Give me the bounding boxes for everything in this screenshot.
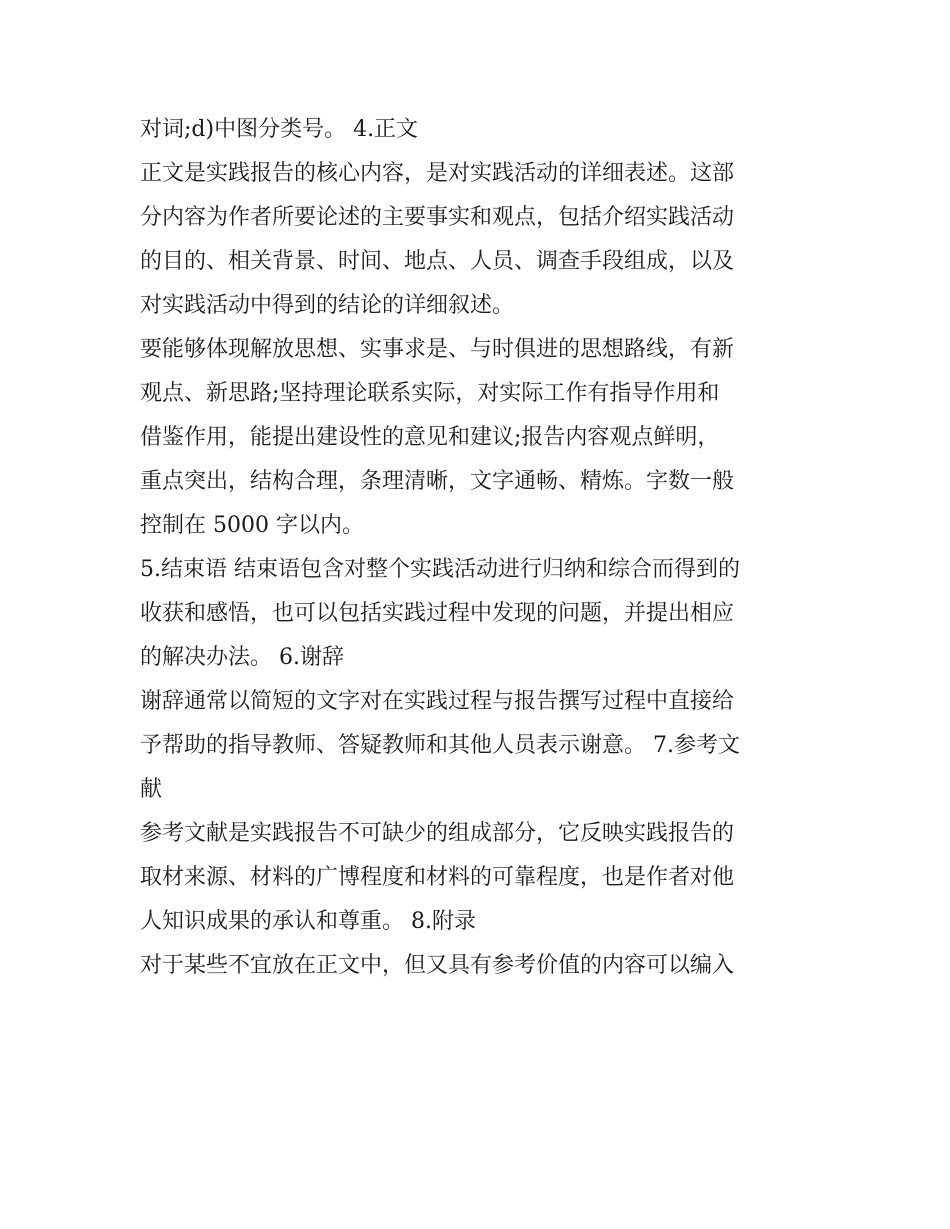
text-line: 人知识成果的承认和尊重。 8.附录 — [140, 909, 476, 934]
text-line: 献 — [140, 777, 163, 802]
text-line: 参考文献是实践报告不可缺少的组成部分，它反映实践报告的 — [140, 821, 735, 846]
document-body — [140, 108, 820, 988]
text-line: 重点突出，结构合理，条理清晰，文字通畅、精炼。字数一般 — [140, 469, 735, 494]
text-line: 的解决办法。 6.谢辞 — [140, 645, 344, 670]
text-line: 取材来源、材料的广博程度和材料的可靠程度，也是作者对他 — [140, 865, 735, 890]
text-line: 对实践活动中得到的结论的详细叙述。 — [140, 293, 515, 318]
text-line: 分内容为作者所要论述的主要事实和观点，包括介绍实践活动 — [140, 205, 735, 230]
text-line: 观点、新思路;坚持理论联系实际，对实际工作有指导作用和 — [140, 381, 720, 406]
text-line: 对词;d)中图分类号。 4.正文 — [140, 117, 419, 142]
text-line: 控制在 5000 字以内。 — [140, 513, 364, 538]
text-line: 5.结束语 结束语包含对整个实践活动进行归纳和综合而得到的 — [140, 557, 740, 582]
text-line: 借鉴作用，能提出建设性的意见和建议;报告内容观点鲜明， — [140, 425, 720, 450]
text-line: 收获和感悟，也可以包括实践过程中发现的问题，并提出相应 — [140, 601, 735, 626]
text-line: 的目的、相关背景、时间、地点、人员、调查手段组成，以及 — [140, 249, 735, 274]
text-line: 正文是实践报告的核心内容，是对实践活动的详细表述。这部 — [140, 161, 735, 186]
text-line: 要能够体现解放思想、实事求是、与时俱进的思想路线，有新 — [140, 337, 735, 362]
text-line: 予帮助的指导教师、答疑教师和其他人员表示谢意。 7.参考文 — [140, 733, 740, 758]
text-line: 对于某些不宜放在正文中，但又具有参考价值的内容可以编入 — [140, 953, 735, 978]
text-line: 谢辞通常以简短的文字对在实践过程与报告撰写过程中直接给 — [140, 689, 735, 714]
